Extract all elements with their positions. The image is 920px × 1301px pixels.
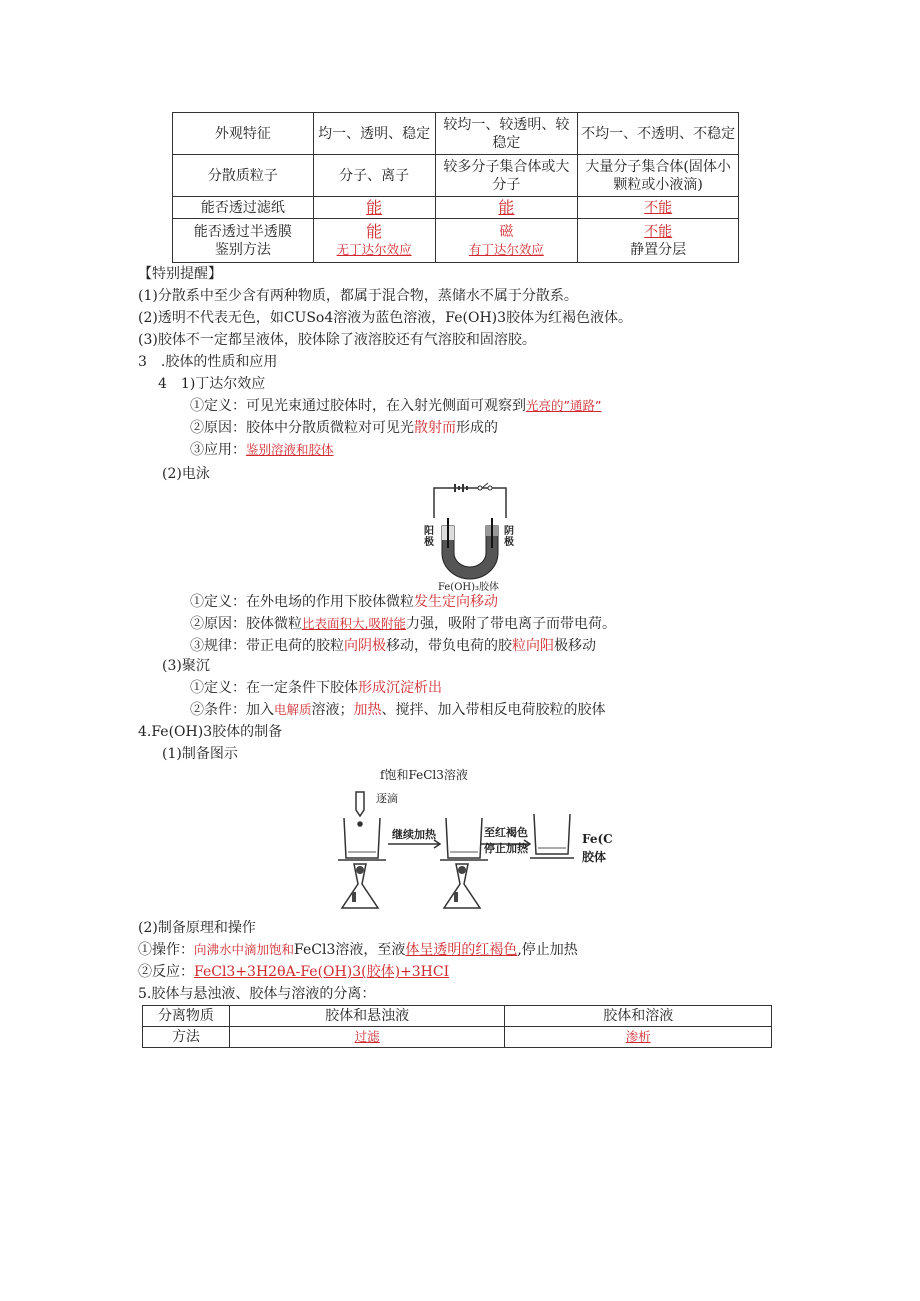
header-cell: 胶体和悬浊液 — [229, 1006, 505, 1027]
row-label: 能否透过滤纸 — [173, 197, 314, 219]
figure-label: 至红褐色 — [484, 826, 528, 839]
cell: 分子、离子 — [313, 155, 435, 197]
text-line — [190, 592, 498, 612]
text: ②条件：加入 — [190, 702, 274, 718]
figure-caption: f饱和FeCl3溶液 — [380, 768, 468, 782]
section-title: 3 .胶体的性质和应用 — [138, 354, 278, 370]
subsection-title: (2)电泳 — [162, 466, 210, 482]
tip-title: 【特别提醒】 — [138, 266, 222, 282]
subsection-title: 4 1)丁达尔效应 — [158, 376, 266, 392]
text-line — [190, 396, 601, 416]
cell-line: 有丁达尔效应 — [468, 241, 544, 257]
text-line — [138, 962, 449, 982]
cell-line: 无丁达尔效应 — [336, 241, 412, 257]
text: 形成的 — [456, 420, 498, 436]
answer: 体呈透明的红褐色 — [405, 942, 518, 958]
cell: 较均一、较透明、较稳定 — [435, 113, 578, 155]
table-row — [173, 113, 739, 155]
header-cell: 胶体和溶液 — [505, 1006, 772, 1027]
text: 极移动 — [554, 638, 596, 654]
cell-line: 静置分层 — [630, 241, 687, 258]
subsection-title: (1)制备图示 — [162, 746, 238, 762]
text: ①定义：在一定条件下胶体 — [190, 680, 358, 696]
text: 力强，吸附了带电离子而带电荷。 — [405, 616, 616, 632]
text: ②原因：胶体中分散质微粒对可见光 — [190, 420, 414, 436]
figure-label: 继续加热 — [392, 828, 436, 841]
text: ②反应： — [138, 964, 194, 980]
cell: 不均一、不透明、不稳定 — [578, 113, 739, 155]
text-line — [138, 940, 578, 960]
cell — [435, 219, 578, 263]
cell-line: 磁 — [499, 223, 514, 240]
cell: 能 — [313, 197, 435, 219]
text-line — [190, 636, 596, 656]
figure-label: 胶体 — [582, 850, 607, 864]
answer: 比表面积大,吸附能 — [302, 616, 406, 631]
cell: 不能 — [578, 197, 739, 219]
cell: 渗析 — [505, 1027, 772, 1048]
text: 、搅拌、加入带相反电荷胶粒的胶体 — [381, 702, 606, 718]
text: ②原因：胶体微粒 — [190, 616, 302, 632]
table-row — [173, 197, 739, 219]
table-row — [143, 1006, 772, 1027]
tip-line: (1)分散系中至少含有两种物质，都属于混合物，蒸储水不属于分散系。 — [138, 288, 578, 304]
row-label: 外观特征 — [173, 113, 314, 155]
text: ③规律：带正电荷的胶粒 — [190, 638, 344, 654]
cell-line: 能 — [366, 221, 383, 241]
text-line — [190, 700, 606, 720]
cell: 较多分子集合体或大分子 — [435, 155, 578, 197]
subsection-title: (2)制备原理和操作 — [138, 920, 256, 936]
cell — [313, 219, 435, 263]
dispersion-comparison-table — [172, 112, 739, 263]
separation-table — [142, 1005, 772, 1048]
text-line — [190, 440, 334, 460]
text: ③应用： — [190, 442, 246, 458]
tip-line: (3)胶体不一定都呈液体，胶体除了液溶胶还有气溶胶和固溶胶。 — [138, 332, 536, 348]
figure-label: 逐滴 — [376, 792, 398, 805]
cell: 大量分子集合体(固体小颗粒或小液滴) — [578, 155, 739, 197]
cell: 过滤 — [229, 1027, 505, 1048]
apparatus-diagram — [334, 788, 624, 918]
answer: 鉴别溶液和胶体 — [246, 442, 334, 457]
tip-line: (2)透明不代表无色，如CUSo4溶液为蓝色溶液，Fe(OH)3胶体为红褐色液体。 — [138, 310, 633, 326]
row-label-line: 能否透过半透膜 — [193, 223, 292, 240]
table-row — [173, 155, 739, 197]
text: ①操作： — [138, 942, 194, 958]
row-label-line: 鉴别方法 — [214, 241, 271, 258]
figure-label: Fe(C — [582, 832, 613, 846]
text: 移动，带负电荷的胶 — [386, 638, 512, 654]
answer: 散射而 — [414, 420, 456, 436]
answer: 发生定向移动 — [414, 594, 498, 610]
answer: FeCl3+3H2θA-Fe(OH)3(胶体)+3HCI — [194, 964, 450, 980]
anode-label: 阳极 — [424, 526, 434, 548]
answer: 加热 — [353, 702, 382, 718]
answer: 粒向阳 — [512, 638, 554, 654]
answer: 电解质 — [274, 702, 312, 717]
answer: 向沸水中滴加饱和 — [194, 942, 295, 957]
row-label — [173, 219, 314, 263]
text: FeCl3溶液，至液 — [294, 942, 406, 958]
cell: 能 — [435, 197, 578, 219]
text: ,停止加热 — [517, 942, 578, 958]
text-line — [190, 678, 442, 698]
cell: 均一、透明、稳定 — [313, 113, 435, 155]
figure-label: 停止加热 — [484, 842, 528, 855]
text: ①定义：在外电场的作用下胶体微粒 — [190, 594, 414, 610]
text-line — [190, 418, 498, 438]
cell-line: 不能 — [644, 223, 673, 240]
answer: 光亮的”通路” — [526, 398, 602, 413]
section-title: 4.Fe(OH)3胶体的制备 — [138, 724, 283, 740]
section-title: 5.胶体与悬浊液、胶体与溶液的分离： — [138, 986, 376, 1002]
text-line — [190, 614, 616, 634]
row-label: 方法 — [143, 1027, 230, 1048]
row-label: 分散质粒子 — [173, 155, 314, 197]
figure-caption: Fe(OH)₃胶体 — [438, 582, 500, 593]
preparation-figure — [334, 788, 624, 918]
answer: 向阴极 — [344, 638, 386, 654]
cathode-label: 阴极 — [504, 526, 514, 548]
text: 溶液； — [311, 702, 354, 718]
cell — [578, 219, 739, 263]
text: ①定义：可见光束通过胶体时，在入射光侧面可观察到 — [190, 398, 526, 414]
electrophoresis-figure — [420, 478, 520, 593]
table-row — [143, 1027, 772, 1048]
header-cell: 分离物质 — [143, 1006, 230, 1027]
subsection-title: (3)聚沉 — [162, 658, 210, 674]
answer: 形成沉淀析出 — [358, 680, 442, 696]
table-row — [173, 219, 739, 263]
